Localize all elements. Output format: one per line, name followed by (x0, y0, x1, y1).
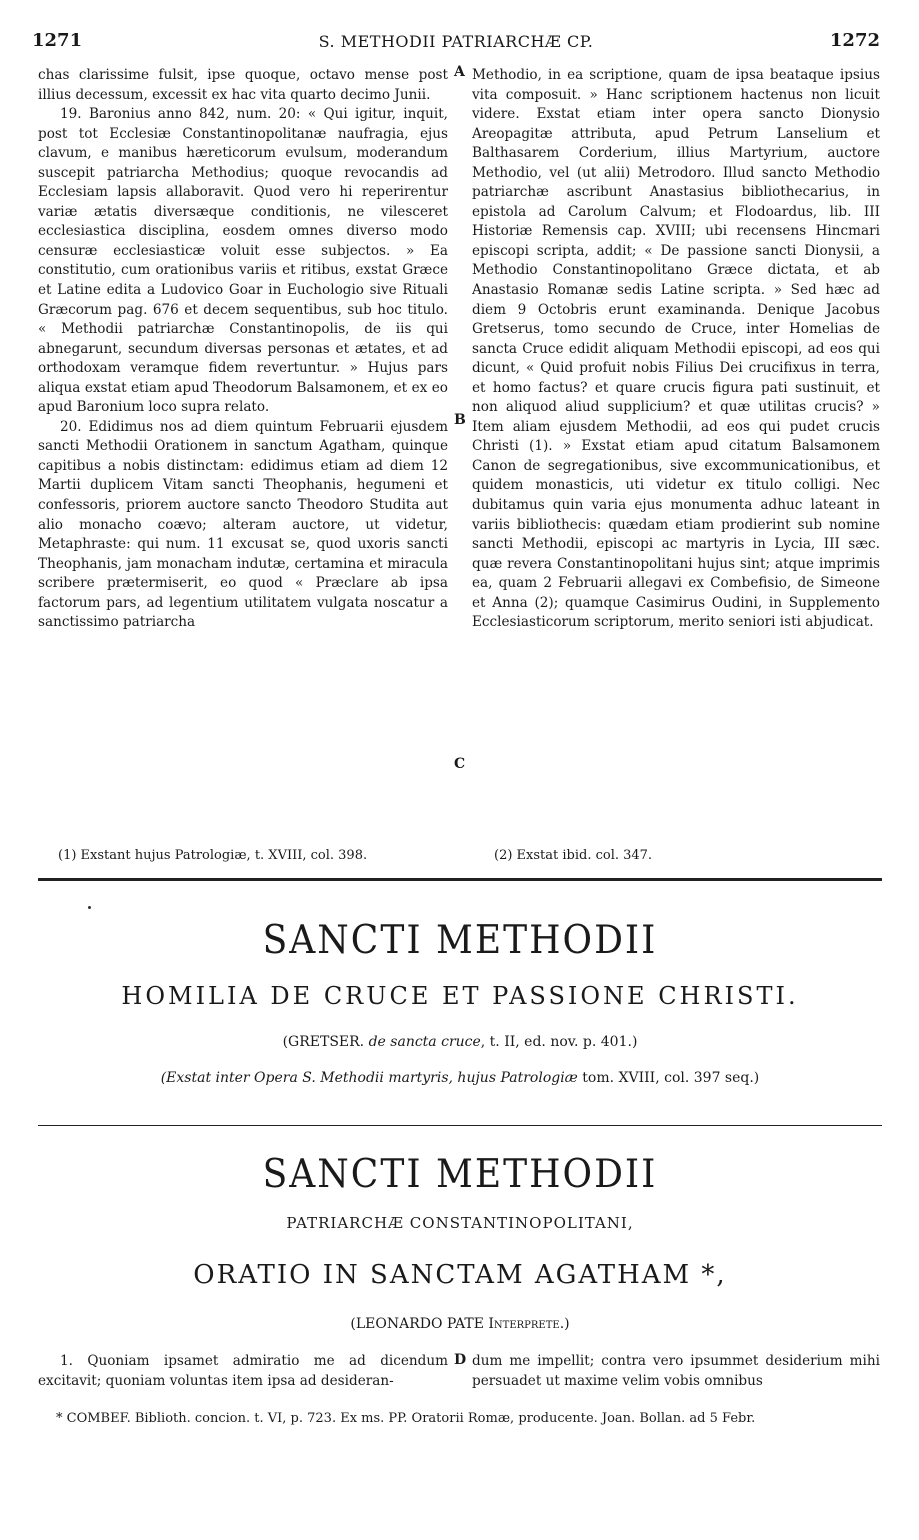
footnote-right: (2) Exstat ibid. col. 347. (494, 848, 653, 863)
left-column (38, 66, 448, 633)
section-subtitle: PATRIARCHÆ CONSTANTINOPOLITANI, (286, 1214, 634, 1232)
paragraph: dum me impellit; contra vero ipsummet desiderium mihi persuadet ut maxime velim vobis omnibus (472, 1353, 880, 1389)
source-author: GRETSER. (288, 1034, 365, 1050)
section-title: SANCTI METHODII (262, 918, 658, 963)
section-title: SANCTI METHODII (262, 1152, 658, 1197)
paragraph: 19. Baronius anno 842, num. 20: « Qui igitur, inquit, post tot Ecclesiæ Constantinopolitanæ naufragia, ejus clavum, e manibus hæreticorum evulsum, moderandum suscepit patriarcha Methodius; quoque revocandis ad Ecclesiam lapsis allaboravit. Quod vero hi reperirentur variæ ætatis diversæque conditionis, ne vilesceret ecclesiastica disciplina, eosdem omnes diverso modo censuræ ecclesiasticæ voluit esse subjectos. » Ea constitutio, cum orationibus variis et ritibus, exstat Græce et Latine edita a Ludovico Goar in Euchologio sive Rituali Græcorum pag. 676 et decem sequentibus, sub hoc titulo. « Methodii patriarchæ Constantinopolis, de iis qui abnegarunt, secundum diversas personas et ætates, et ad orthodoxam veramque fidem revertuntur. » Hujus pars aliqua exstat etiam apud Theodorum Balsamonem, et ex eo apud Baronium loco supra relato. (38, 106, 448, 416)
edition-note-italic: (Exstat inter Opera S. Methodii martyris, hujus Patrologiæ (160, 1070, 578, 1086)
interpreter-note: (LEONARDO PATE Interprete.) (350, 1316, 570, 1332)
edition-note-rest: tom. XVIII, col. 397 seq.) (577, 1070, 760, 1086)
margin-letter-b: B (454, 412, 466, 428)
edition-note (38, 1070, 882, 1086)
margin-letter-d: D (454, 1352, 467, 1368)
bottom-footnote: * COMBEF. Biblioth. concion. t. VI, p. 723. Ex ms. PP. Oratorii Romæ, producente. Joan. Bollan. ad 5 Febr. (56, 1411, 756, 1426)
oration-title: ORATIO IN SANCTAM AGATHAM *, (193, 1260, 727, 1290)
right-page-number: 1272 (829, 30, 880, 51)
section-subtitle: HOMILIA DE CRUCE ET PASSIONE CHRISTI. (121, 982, 799, 1010)
left-page-number: 1271 (32, 30, 83, 51)
source-citation: (GRETSER. de sancta cruce, t. II, ed. nov. p. 401.) (282, 1034, 638, 1050)
divider (38, 1125, 882, 1126)
margin-letter-a: A (454, 64, 465, 80)
oration-text-right (472, 1352, 880, 1391)
oration-text-left (38, 1352, 448, 1391)
ink-speck (88, 906, 91, 909)
source-details: , t. II, ed. nov. p. 401.) (480, 1034, 638, 1050)
running-header (32, 30, 880, 56)
paragraph: chas clarissime fulsit, ipse quoque, octavo mense post illius decessum, excessit ex hac vita quarto decimo Junii. (38, 67, 448, 103)
paragraph: Methodio, in ea scriptione, quam de ipsa beataque ipsius vita composuit. » Hanc scriptionem hactenus non licuit videre. Exstat etiam inter opera sancto Dionysio Areopagitæ attributa, apud Petrum Lanselium et Balthasarem Corderium, illius Martyrium, auctore Methodio, vel (ut alii) Metrodoro. Illud sancto Methodio patriarchæ ascribunt Anastasius bibliothecarius, in epistola ad Carolum Calvum; et Flodoardus, lib. III Historiæ Remensis cap. XVIII; ubi recensens Hincmari episcopi scripta, addit; « De passione sancti Dionysii, a Methodio Constantinopolitano Græce dictata, et ab Anastasio Romanæ sedis Latine scripta. » Sed hæc ad diem 9 Octobris erunt examinanda. Denique Jacobus Gretserus, tomo secundo de Cruce, inter Homelias de sancta Cruce edidit aliquam Methodii episcopi, ad eos qui dicunt, « Quid profuit nobis Filius Dei crucifixus in terra, et homo factus? et quare crucis figura pati sustinuit, et non aliquod aliud supplicium? et quæ utilitas crucis? » Item aliam ejusdem Methodii, ad eos qui pudet crucis Christi (1). » Exstat etiam apud citatum Balsamonem Canon de segregationibus, sive excommunicationibus, et quidem monasticis, uti videtur ex titulo colligi. Nec dubitamus quin varia ejus monumenta adhuc lateant in variis bibliothecis: quædam etiam prodierint sub nomine sancti Methodii, episcopi ac martyris in Lycia, III sæc. quæ revera Constantinopolitani hujus sint; atque imprimis ea, quam 2 Februarii allegavi ex Combefisio, de Simeone et Anna (2); quamque Casimirus Oudini, in Supplemento Ecclesiasticorum scriptorum, merito seniori isti abjudicat. (472, 67, 880, 631)
running-title: S. METHODII PATRIARCHÆ CP. (318, 32, 594, 51)
paragraph: 20. Edidimus nos ad diem quintum Februarii ejusdem sancti Methodii Orationem in sanctum Agatham, quinque capitibus a nobis distinctam: edidimus etiam ad diem 12 Martii duplicem Vitam sancti Theophanis, hegumeni et confessoris, priorem auctore sancto Theodoro Studita aut alio monacho coævo; alteram auctore, ut videtur, Metaphraste: qui num. 11 excusat se, quod uxoris sancti Theophanis, jam monacham indutæ, certamina et miracula scribere prætermiserit, eo quod « Præclare ab ipsa factorum pars, ad legentium utilitatem vulgata noscatur a sanctissimo patriarcha (38, 418, 448, 631)
divider (38, 878, 882, 881)
margin-letter-c: C (454, 756, 466, 772)
footnote-left: (1) Exstant hujus Patrologiæ, t. XVIII, col. 398. (58, 848, 368, 863)
source-title: de sancta cruce (368, 1034, 481, 1050)
paragraph: 1. Quoniam ipsamet admiratio me ad dicendum excitavit; quoniam voluntas item ipsa ad desideran- (38, 1353, 448, 1389)
right-column (472, 66, 880, 633)
